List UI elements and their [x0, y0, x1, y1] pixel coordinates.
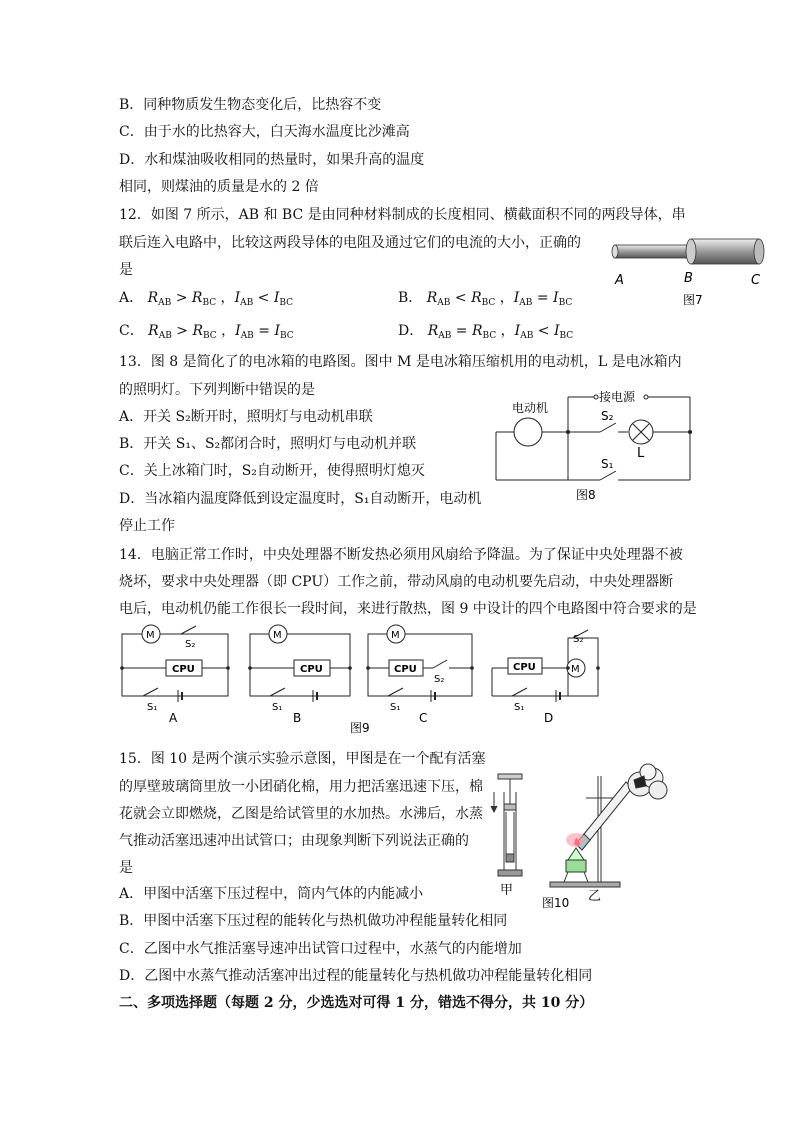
q12-option-d	[398, 322, 573, 345]
q12-option-d-formula: $R_{AB} = R_{BC}$ ，$I_{AB} < I_{BC}$	[427, 323, 574, 341]
figure-9-circuits	[118, 622, 608, 737]
q12-option-c-formula: $R_{AB} > R_{BC}$ ，$I_{AB} = I_{BC}$	[148, 323, 294, 341]
q15-stem-line3: 花就会立即燃烧，乙图是给试管里的水加热。水沸后，水蒸	[119, 806, 483, 822]
fig10-label: 图10	[542, 896, 570, 910]
fig10-piston-cylinder	[491, 774, 522, 876]
figure-8-fridge-circuit	[490, 385, 700, 505]
fig9-d-motor: M	[571, 664, 580, 675]
q15-option-b: B．甲图中活塞下压过程的能转化与热机做功冲程能量转化相同	[119, 913, 508, 929]
fig9-a-s1: S₁	[147, 702, 158, 713]
q12-stem-line2: 联后连入电路中，比较这两段导体的电阻及通过它们的电流的大小，正确的	[119, 235, 581, 251]
q12-option-b-label: B．	[398, 290, 423, 306]
fig7-label: 图7	[683, 293, 703, 307]
q13-option-c: C．关上冰箱门时，S₂自动断开，使得照明灯熄灭	[119, 463, 425, 479]
fig9-c-s1: S₁	[390, 702, 401, 713]
fig9-option-d: D	[544, 711, 554, 725]
q15-option-a: A．甲图中活塞下压过程中，筒内气体的内能减小	[119, 886, 424, 902]
q12-option-b-formula: $R_{AB} < R_{BC}$ ，$I_{AB} = I_{BC}$	[426, 290, 573, 308]
q14-stem-line1: 14．电脑正常工作时，中央处理器不断发热必须用风扇给予降温。为了保证中央处理器不被	[119, 547, 683, 563]
q13-option-b: B．开关 S₁、S₂都闭合时，照明灯与电动机并联	[119, 436, 417, 452]
q12-option-a-label: A．	[119, 290, 144, 306]
q12-stem-line3: 是	[119, 262, 133, 278]
q11-option-d-line1: D．水和煤油吸收相同的热量时，如果升高的温度	[119, 152, 425, 168]
fig9-option-a: A	[169, 711, 178, 725]
fig8-s2-label: S₂	[601, 409, 614, 423]
fig9-a-motor: M	[146, 630, 155, 641]
fig8-power-label: 接电源	[599, 390, 636, 404]
fig9-option-c: C	[419, 711, 428, 725]
fig9-b-motor: M	[273, 630, 282, 641]
fig9-d-cpu: CPU	[513, 662, 536, 673]
fig9-a-s2: S₂	[185, 639, 196, 650]
q14-stem-line2: 烧坏，要求中央处理器（即 CPU）工作之前，带动风扇的电动机要先启动，中央处理器断	[119, 574, 674, 590]
q15-stem-line5: 是	[119, 860, 133, 876]
q11-option-d-line2: 相同，则煤油的质量是水的 2 倍	[119, 179, 319, 195]
fig10-yi-label: 乙	[588, 889, 602, 904]
q12-option-d-label: D．	[398, 323, 424, 339]
fig8-s1-label: S₁	[601, 457, 614, 471]
q12-option-a-formula: $R_{AB} > R_{BC}$ ，$I_{AB} < I_{BC}$	[147, 290, 294, 308]
q15-option-c: C．乙图中水气推活塞导速冲出试管口过程中，水蒸气的内能增加	[119, 941, 522, 957]
fig9-b-cpu: CPU	[300, 664, 323, 675]
fig9-c-s2: S₂	[434, 674, 445, 685]
fig8-motor-label: 电动机	[512, 401, 549, 415]
q13-option-a: A．开关 S₂断开时，照明灯与电动机串联	[119, 409, 373, 425]
fig9-c-cpu: CPU	[394, 664, 417, 675]
q11-option-b: B．同种物质发生物态变化后，比热容不变	[119, 97, 382, 113]
q15-stem-line2: 的厚壁玻璃筒里放一小团硝化棉，用力把活塞迅速下压，棉	[119, 779, 483, 795]
q12-option-c-label: C．	[119, 323, 144, 339]
figure-10-experiments	[488, 762, 688, 912]
q13-option-d-line2: 停止工作	[119, 518, 175, 534]
fig9-a-cpu: CPU	[172, 664, 195, 675]
q14-stem-line3: 电后，电动机仍能工作很长一段时间，来进行散热，图 9 中设计的四个电路图中符合要求的是	[119, 601, 697, 617]
fig7-point-b: B	[684, 271, 693, 286]
q13-stem-line1: 13．图 8 是简化了的电冰箱的电路图。图中 M 是电冰箱压缩机用的电动机，L 是电冰箱内	[119, 354, 682, 370]
figure-7-conductor	[605, 232, 775, 307]
fig8-lamp-label: L	[637, 446, 645, 461]
section-2-heading: 二、多项选择题（每题 2 分，少选选对可得 1 分，错选不得分，共 10 分）	[119, 995, 594, 1011]
fig8-label: 图8	[576, 488, 596, 502]
q11-option-c: C．由于水的比热容大，白天海水温度比沙滩高	[119, 124, 410, 140]
q12-option-b	[398, 289, 572, 312]
fig9-option-b: B	[293, 711, 302, 725]
q15-stem-line4: 气推动活塞迅速冲出试管口；由现象判断下列说法正确的	[119, 833, 469, 849]
fig9-d-s2: S₂	[573, 634, 584, 645]
fig9-c-motor: M	[391, 630, 400, 641]
q12-stem-line1: 12．如图 7 所示，AB 和 BC 是由同种材料制成的长度相同、横截面积不同的两段导体，串	[119, 207, 686, 223]
q13-option-d-line1: D．当冰箱内温度降低到设定温度时，S₁自动断开，电动机	[119, 491, 482, 507]
q15-option-d: D．乙图中水蒸气推动活塞冲出过程的能量转化与热机做功冲程能量转化相同	[119, 968, 593, 984]
fig7-point-c: C	[751, 273, 761, 288]
q15-stem-line1: 15．图 10 是两个演示实验示意图，甲图是在一个配有活塞	[119, 751, 486, 767]
q13-stem-line2: 的照明灯。下列判断中错误的是	[119, 382, 315, 398]
fig9-label: 图9	[350, 721, 370, 735]
fig9-d-s1: S₁	[514, 702, 525, 713]
fig9-b-s1: S₁	[272, 702, 283, 713]
fig10-test-tube-setup	[550, 764, 667, 887]
fig7-point-a: A	[615, 273, 624, 288]
fig10-jia-label: 甲	[500, 883, 514, 898]
q12-option-c	[119, 322, 294, 345]
q12-option-a	[119, 289, 293, 312]
